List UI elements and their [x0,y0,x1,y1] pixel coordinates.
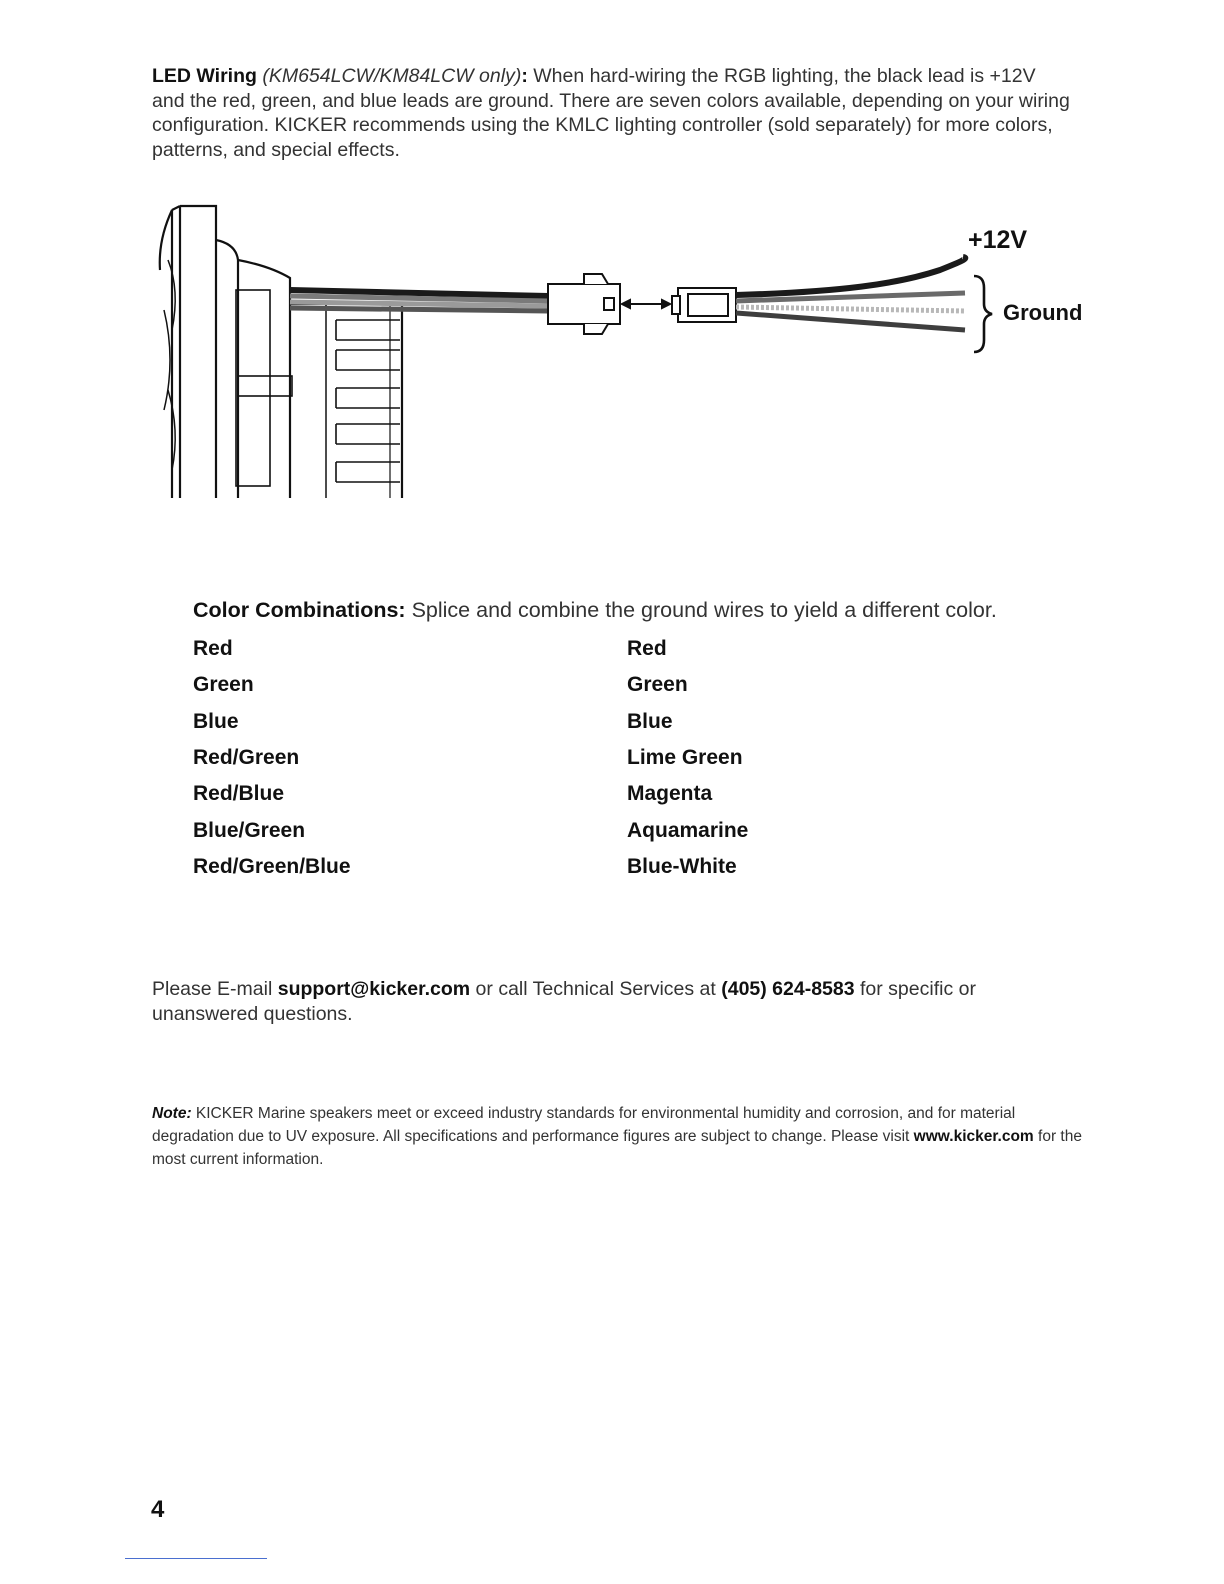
result-color: Lime Green [627,746,743,770]
result-color: Green [627,673,688,697]
note-suffix: for the most current information. [152,1128,1082,1168]
title-colon: : [521,65,528,87]
combination-row [193,667,1073,703]
label-ground: Ground [1003,300,1083,325]
connector-plug [548,274,620,334]
wire-combo: Green [193,673,254,697]
cable-bundle [290,290,548,311]
support-phone: (405) 624-8583 [721,978,855,1000]
wire-combo: Red/Blue [193,782,285,806]
result-color: Aquamarine [627,818,749,842]
wire-combo: Red/Green [193,746,300,770]
led-wiring-paragraph [152,64,1072,162]
combinations-description: Splice and combine the ground wires to yield a different color. [405,598,997,622]
footer-rule [125,1558,267,1559]
page-number: 4 [151,1496,165,1523]
support-prefix: Please E-mail [152,978,278,1000]
note-paragraph [152,1102,1082,1171]
combination-row [193,849,1073,885]
support-paragraph [152,977,1052,1026]
ground-brace [974,276,992,352]
support-suffix: for specific or unanswered questions. [152,978,976,1025]
result-color: Magenta [627,782,713,806]
led-wiring-title: LED Wiring [152,65,257,87]
combinations-title: Color Combinations: [193,598,406,622]
website-link[interactable]: www.kicker.com [913,1128,1034,1145]
wire-combo: Blue [193,709,239,733]
combination-row [193,776,1073,812]
support-middle: or call Technical Services at [470,978,722,1000]
result-color: Blue-White [627,854,737,878]
led-wiring-body: When hard-wiring the RGB lighting, the black lead is +12V and the red, green, and blue leads are ground. There are seven colors available, depending on your wiring configuration. KICKER recommends using the KMLC lighting controller (sold separately) for more colors, patterns, and special effects. [152,65,1070,161]
wiring-diagram [150,200,1110,500]
support-email-link[interactable]: support@kicker.com [277,978,471,1000]
combination-row [193,740,1073,776]
model-list: (KM654LCW/KM84LCW only) [262,65,522,87]
result-color: Red [627,637,667,661]
color-combinations [193,598,1073,885]
combination-row [193,704,1073,740]
result-color: Blue [627,709,673,733]
wire-combo: Red/Green/Blue [193,854,351,878]
combinations-heading [193,598,1073,623]
note-label: Note: [152,1105,192,1122]
connector-socket [672,288,736,322]
label-12v: +12V [968,226,1028,254]
wire-combo: Red [193,637,233,661]
lead-wires [736,250,993,330]
combination-row [193,812,1073,848]
wire-combo: Blue/Green [193,818,306,842]
connection-arrow [622,300,670,308]
speaker-illustration [160,206,402,498]
note-body: KICKER Marine speakers meet or exceed industry standards for environmental humidity and corrosion, and for material degradation due to UV exposure. All specifications and performance figures are subject to change. Please visit [152,1105,1016,1145]
combination-row [193,631,1073,667]
